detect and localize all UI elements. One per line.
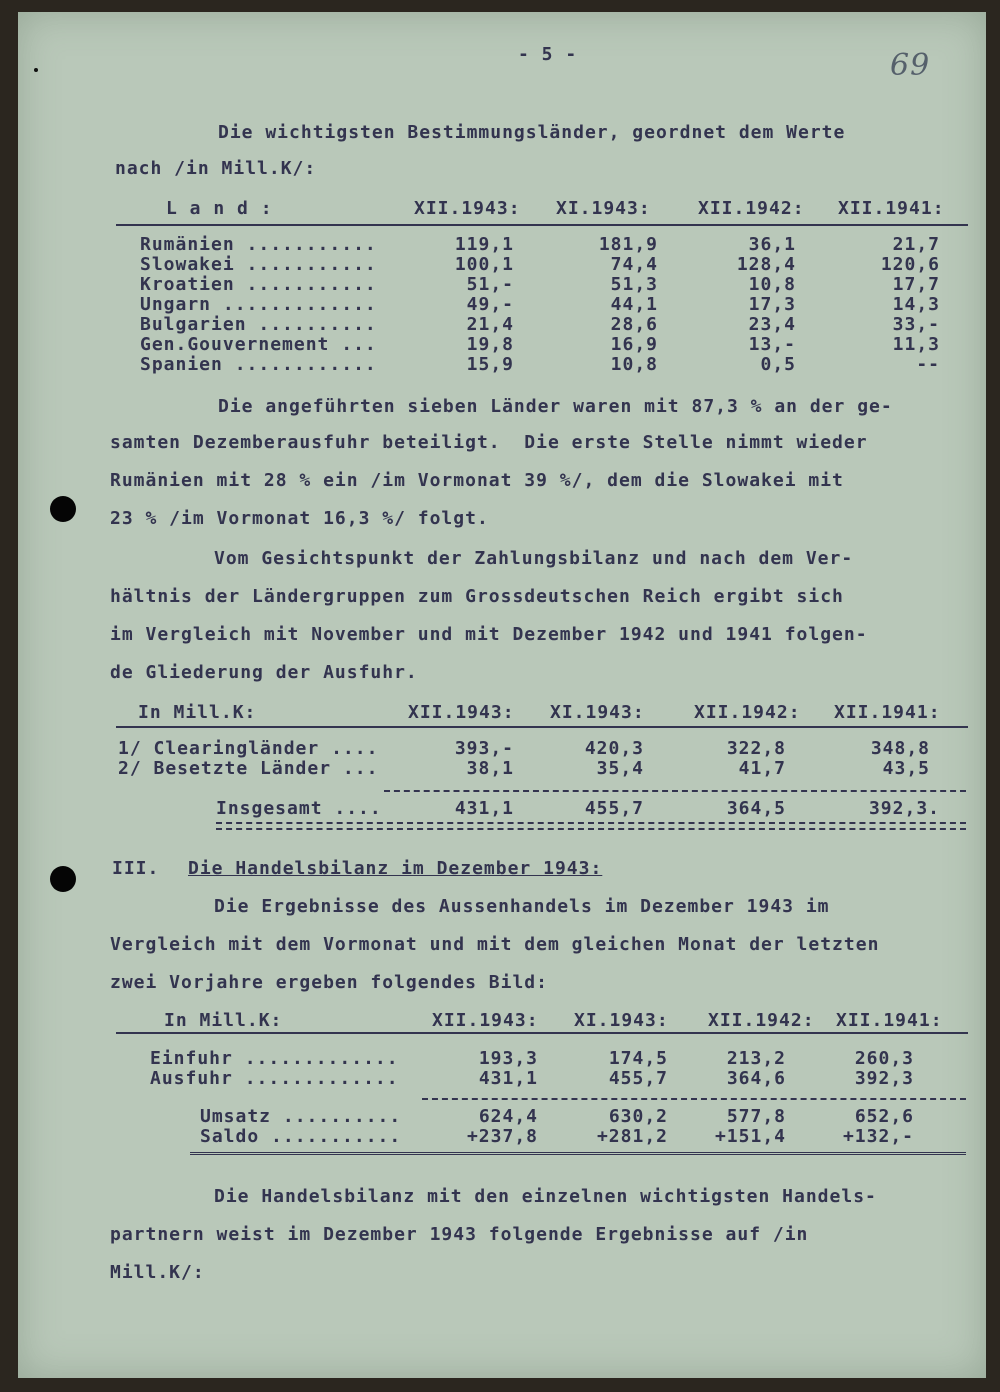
- row-value: 455,7: [608, 1068, 668, 1089]
- row-value: 322,8: [726, 738, 786, 759]
- row-value: 51,-: [466, 274, 514, 295]
- row-value: 393,-: [454, 738, 514, 759]
- row-value: 43,5: [882, 758, 930, 779]
- row-label: Spanien ............: [140, 354, 377, 375]
- para2-line-2: hältnis der Ländergruppen zum Grossdeutschen Reich ergibt sich: [110, 586, 844, 607]
- row-label: Gen.Gouvernement ...: [140, 334, 377, 355]
- table3-header-unit: In Mill.K:: [164, 1010, 283, 1031]
- row-value: 0,5: [760, 354, 796, 375]
- table1-header-rule: [116, 224, 968, 226]
- row-value: 624,4: [478, 1106, 538, 1127]
- para3-line-3: zwei Vorjahre ergeben folgendes Bild:: [110, 972, 548, 993]
- table1-header-land: L a n d :: [166, 198, 273, 219]
- row-label: Ungarn .............: [140, 294, 377, 315]
- row-value: +281,2: [596, 1126, 668, 1147]
- row-value: 174,5: [608, 1048, 668, 1069]
- para2-line-4: de Gliederung der Ausfuhr.: [110, 662, 418, 683]
- row-value: 28,6: [610, 314, 658, 335]
- para4-line-3: Mill.K/:: [110, 1262, 205, 1283]
- row-value: 33,-: [892, 314, 940, 335]
- row-value: +132,-: [842, 1126, 914, 1147]
- row-label: 2/ Besetzte Länder ...: [118, 758, 379, 779]
- row-value: 128,4: [736, 254, 796, 275]
- row-value: 17,3: [748, 294, 796, 315]
- table3-row: [18, 1068, 986, 1088]
- row-value: 13,-: [748, 334, 796, 355]
- row-value: 38,1: [466, 758, 514, 779]
- table2-header-col1: XII.1943:: [408, 702, 515, 723]
- punch-hole-top: [50, 496, 76, 522]
- row-label: Saldo ...........: [200, 1126, 402, 1147]
- table3-header-col3: XII.1942:: [708, 1010, 815, 1031]
- table1-row: [18, 314, 986, 334]
- row-label: Bulgarien ..........: [140, 314, 377, 335]
- row-value: 181,9: [598, 234, 658, 255]
- row-value: 35,4: [596, 758, 644, 779]
- table1-header-col4: XII.1941:: [838, 198, 945, 219]
- row-value: 348,8: [870, 738, 930, 759]
- table2-header-rule: [116, 726, 968, 728]
- row-value: 652,6: [854, 1106, 914, 1127]
- para1-line-2: samten Dezemberausfuhr beteiligt. Die erste Stelle nimmt wieder: [110, 432, 868, 453]
- row-value: +151,4: [714, 1126, 786, 1147]
- row-value: 431,1: [478, 1068, 538, 1089]
- table2-row: [18, 758, 986, 778]
- row-label: Kroatien ...........: [140, 274, 377, 295]
- row-value: 392,3: [854, 1068, 914, 1089]
- row-value: 41,7: [738, 758, 786, 779]
- table3-total-rule: [190, 1152, 966, 1155]
- row-value: 260,3: [854, 1048, 914, 1069]
- row-value: 14,3: [892, 294, 940, 315]
- row-value: 10,8: [748, 274, 796, 295]
- table1-row: [18, 274, 986, 294]
- total-value: 392,3.: [868, 798, 940, 819]
- row-value: 100,1: [454, 254, 514, 275]
- para4-line-1: Die Handelsbilanz mit den einzelnen wichtigsten Handels-: [214, 1186, 877, 1207]
- table1-header: [18, 198, 986, 222]
- table3-header-col1: XII.1943:: [432, 1010, 539, 1031]
- table1-row: [18, 354, 986, 374]
- ink-dot: [34, 68, 38, 72]
- table2-total-rule-2: [216, 828, 966, 830]
- row-value: 11,3: [892, 334, 940, 355]
- row-label: Ausfuhr .............: [150, 1068, 399, 1089]
- row-value: 19,8: [466, 334, 514, 355]
- table1-header-col2: XI.1943:: [556, 198, 651, 219]
- table1-header-col3: XII.1942:: [698, 198, 805, 219]
- handwritten-page-number: 69: [890, 48, 931, 83]
- table2-header-col2: XI.1943:: [550, 702, 645, 723]
- row-value: 16,9: [610, 334, 658, 355]
- table3-subtotal-rule: [422, 1098, 966, 1100]
- total-value: 364,5: [726, 798, 786, 819]
- table2-header: [18, 702, 986, 726]
- para1-line-4: 23 % /im Vormonat 16,3 %/ folgt.: [110, 508, 489, 529]
- table2-row: [18, 738, 986, 758]
- table2-total-row: [18, 798, 986, 818]
- row-value: 44,1: [610, 294, 658, 315]
- row-label: Rumänien ...........: [140, 234, 377, 255]
- row-value: 17,7: [892, 274, 940, 295]
- table2-header-col4: XII.1941:: [834, 702, 941, 723]
- row-value: 213,2: [726, 1048, 786, 1069]
- table2-total-rule-1: [216, 822, 966, 824]
- table3-header: [18, 1010, 986, 1034]
- row-value: 10,8: [610, 354, 658, 375]
- table1-body: [18, 234, 986, 374]
- para4-line-2: partnern weist im Dezember 1943 folgende Ergebnisse auf /in: [110, 1224, 809, 1245]
- row-value: 21,4: [466, 314, 514, 335]
- table3-row: [18, 1048, 986, 1068]
- table1-row: [18, 254, 986, 274]
- table1-header-col1: XII.1943:: [414, 198, 521, 219]
- table3-row: [18, 1106, 986, 1126]
- para1-line-3: Rumänien mit 28 % ein /im Vormonat 39 %/, dem die Slowakei mit: [110, 470, 844, 491]
- row-label: Slowakei ...........: [140, 254, 377, 275]
- para3-line-2: Vergleich mit dem Vormonat und mit dem gleichen Monat der letzten: [110, 934, 880, 955]
- total-value: 431,1: [454, 798, 514, 819]
- row-value: --: [916, 354, 940, 375]
- para2-line-3: im Vergleich mit November und mit Dezember 1942 und 1941 folgen-: [110, 624, 868, 645]
- row-value: 36,1: [748, 234, 796, 255]
- table3-header-rule: [116, 1032, 968, 1034]
- row-value: 420,3: [584, 738, 644, 759]
- table1-row: [18, 334, 986, 354]
- table2-subtotal-rule: [384, 790, 966, 792]
- row-value: 364,6: [726, 1068, 786, 1089]
- punch-hole-bottom: [50, 866, 76, 892]
- table1-row: [18, 294, 986, 314]
- section3-number: III.: [112, 858, 160, 879]
- row-value: 119,1: [454, 234, 514, 255]
- row-label: Umsatz ..........: [200, 1106, 402, 1127]
- row-value: 21,7: [892, 234, 940, 255]
- page-number: - 5 -: [518, 44, 578, 65]
- row-value: +237,8: [466, 1126, 538, 1147]
- document-page: [18, 12, 986, 1378]
- table2-header-unit: In Mill.K:: [138, 702, 257, 723]
- row-value: 74,4: [610, 254, 658, 275]
- intro-line-2: nach /in Mill.K/:: [115, 158, 317, 179]
- row-value: 193,3: [478, 1048, 538, 1069]
- table3-header-col2: XI.1943:: [574, 1010, 669, 1031]
- intro-line-1: Die wichtigsten Bestimmungsländer, geordnet dem Werte: [218, 122, 846, 143]
- row-value: 23,4: [748, 314, 796, 335]
- row-value: 630,2: [608, 1106, 668, 1127]
- para1-line-1: Die angeführten sieben Länder waren mit 87,3 % an der ge-: [218, 396, 893, 417]
- row-value: 120,6: [880, 254, 940, 275]
- table2-header-col3: XII.1942:: [694, 702, 801, 723]
- row-label: Einfuhr .............: [150, 1048, 399, 1069]
- para3-line-1: Die Ergebnisse des Aussenhandels im Dezember 1943 im: [214, 896, 830, 917]
- row-value: 49,-: [466, 294, 514, 315]
- table3-header-col4: XII.1941:: [836, 1010, 943, 1031]
- total-label: Insgesamt ....: [216, 798, 382, 819]
- total-value: 455,7: [584, 798, 644, 819]
- row-label: 1/ Clearingländer ....: [118, 738, 379, 759]
- table3-row: [18, 1126, 986, 1146]
- table1-row: [18, 234, 986, 254]
- row-value: 577,8: [726, 1106, 786, 1127]
- para2-line-1: Vom Gesichtspunkt der Zahlungsbilanz und nach dem Ver-: [214, 548, 854, 569]
- section3-title: Die Handelsbilanz im Dezember 1943:: [188, 858, 603, 879]
- row-value: 15,9: [466, 354, 514, 375]
- row-value: 51,3: [610, 274, 658, 295]
